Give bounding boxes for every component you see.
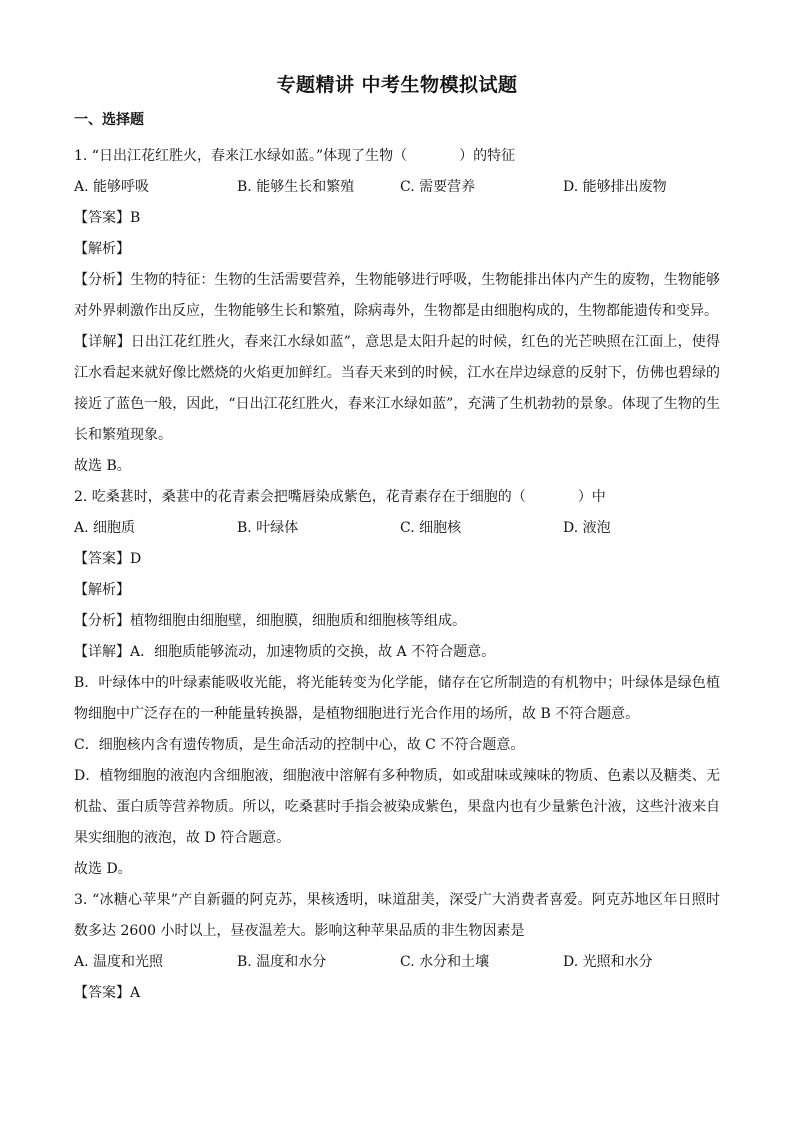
- question-2-options: [74, 513, 720, 544]
- question-2-conclusion: 故选 D。: [74, 861, 132, 877]
- option-b: B. 能够生长和繁殖: [237, 179, 355, 195]
- option-a: A. 温度和光照: [74, 954, 164, 970]
- option-c: C. 需要营养: [400, 179, 476, 195]
- option-a: A. 细胞质: [74, 520, 136, 536]
- option-d: D. 液泡: [563, 520, 611, 536]
- question-1-stem-pre: 1. “日出江花红胜火，春来江水绿如蓝。”体现了生物（: [74, 148, 408, 164]
- option-d: D. 能够排出废物: [563, 179, 667, 195]
- question-1-xiangjie: 【详解】日出江花红胜火，春来江水绿如蓝”，意思是太阳升起的时候，红色的光芒映照在江面上，使得江水看起来就好像比燃烧的火焰更加鲜红。当春天来到的时候，江水在岸边绿意的反射下，仿佛也碧绿的接近了蓝色一般，因此，“日出江花红胜火，春来江水绿如蓝”，充满了生机勃勃的景象。体现了生物的生长和繁殖现象。: [74, 334, 720, 443]
- question-2-stem-post: ）中: [577, 489, 606, 505]
- question-2-stem: [74, 482, 720, 513]
- question-2-analysis-label: 【解析】: [74, 582, 130, 598]
- question-2-stem-pre: 2. 吃桑葚时，桑葚中的花青素会把嘴唇染成紫色，花青素存在于细胞的（: [74, 489, 526, 505]
- question-2-xiangjie: 【详解】A．细胞质能够流动，加速物质的交换，故 A 不符合题意。: [74, 644, 496, 660]
- question-1-stem: [74, 141, 720, 172]
- option-c: C. 细胞核: [400, 520, 462, 536]
- question-2-option-d-explanation: D．植物细胞的液泡内含细胞液，细胞液中溶解有多种物质，如或甜味或辣味的物质、色素以及糖类、无机盐、蛋白质等营养物质。所以，吃桑葚时手指会被染成紫色，果盘内也有少量紫色汁液，这些汁液来自果实细胞的液泡，故 D 符合题意。: [74, 768, 720, 846]
- question-1-answer: 【答案】B: [74, 210, 141, 226]
- question-2-answer: 【答案】D: [74, 551, 142, 567]
- page-title: 专题精讲 中考生物模拟试题: [276, 74, 518, 96]
- question-1-stem-post: ）的特征: [459, 148, 516, 164]
- section-heading: 一、选择题: [74, 112, 144, 128]
- question-1-options: [74, 172, 720, 203]
- question-3-stem: 3. “冰糖心苹果”产自新疆的阿克苏，果核透明，味道甜美，深受广大消费者喜爱。阿克苏地区年日照时数多达 2600 小时以上，昼夜温差大。影响这种苹果品质的非生物因素是: [74, 892, 720, 939]
- option-b: B. 叶绿体: [237, 520, 299, 536]
- question-1-analysis-label: 【解析】: [74, 241, 130, 257]
- question-1-conclusion: 故选 B。: [74, 458, 131, 474]
- option-b: B. 温度和水分: [237, 954, 327, 970]
- question-2-fenxi: 【分析】植物细胞由细胞壁，细胞膜，细胞质和细胞核等组成。: [74, 613, 466, 629]
- question-2-option-b-explanation: B．叶绿体中的叶绿素能吸收光能，将光能转变为化学能，储存在它所制造的有机物中；叶绿体是绿色植物细胞中广泛存在的一种能量转换器，是植物细胞进行光合作用的场所，故 B 不符合题意。: [74, 675, 720, 722]
- option-c: C. 水分和土壤: [400, 954, 490, 970]
- question-2-option-c-explanation: C．细胞核内含有遗传物质，是生命活动的控制中心，故 C 不符合题意。: [74, 737, 525, 753]
- option-a: A. 能够呼吸: [74, 179, 150, 195]
- option-d: D. 光照和水分: [563, 954, 653, 970]
- question-3-options: [74, 947, 720, 978]
- question-1-fenxi: 【分析】生物的特征：生物的生活需要营养，生物能够进行呼吸，生物能排出体内产生的废物，生物能够对外界刺激作出反应，生物能够生长和繁殖，除病毒外，生物都是由细胞构成的，生物都能遗传和变异。: [74, 272, 720, 319]
- question-3-answer: 【答案】A: [74, 985, 141, 1001]
